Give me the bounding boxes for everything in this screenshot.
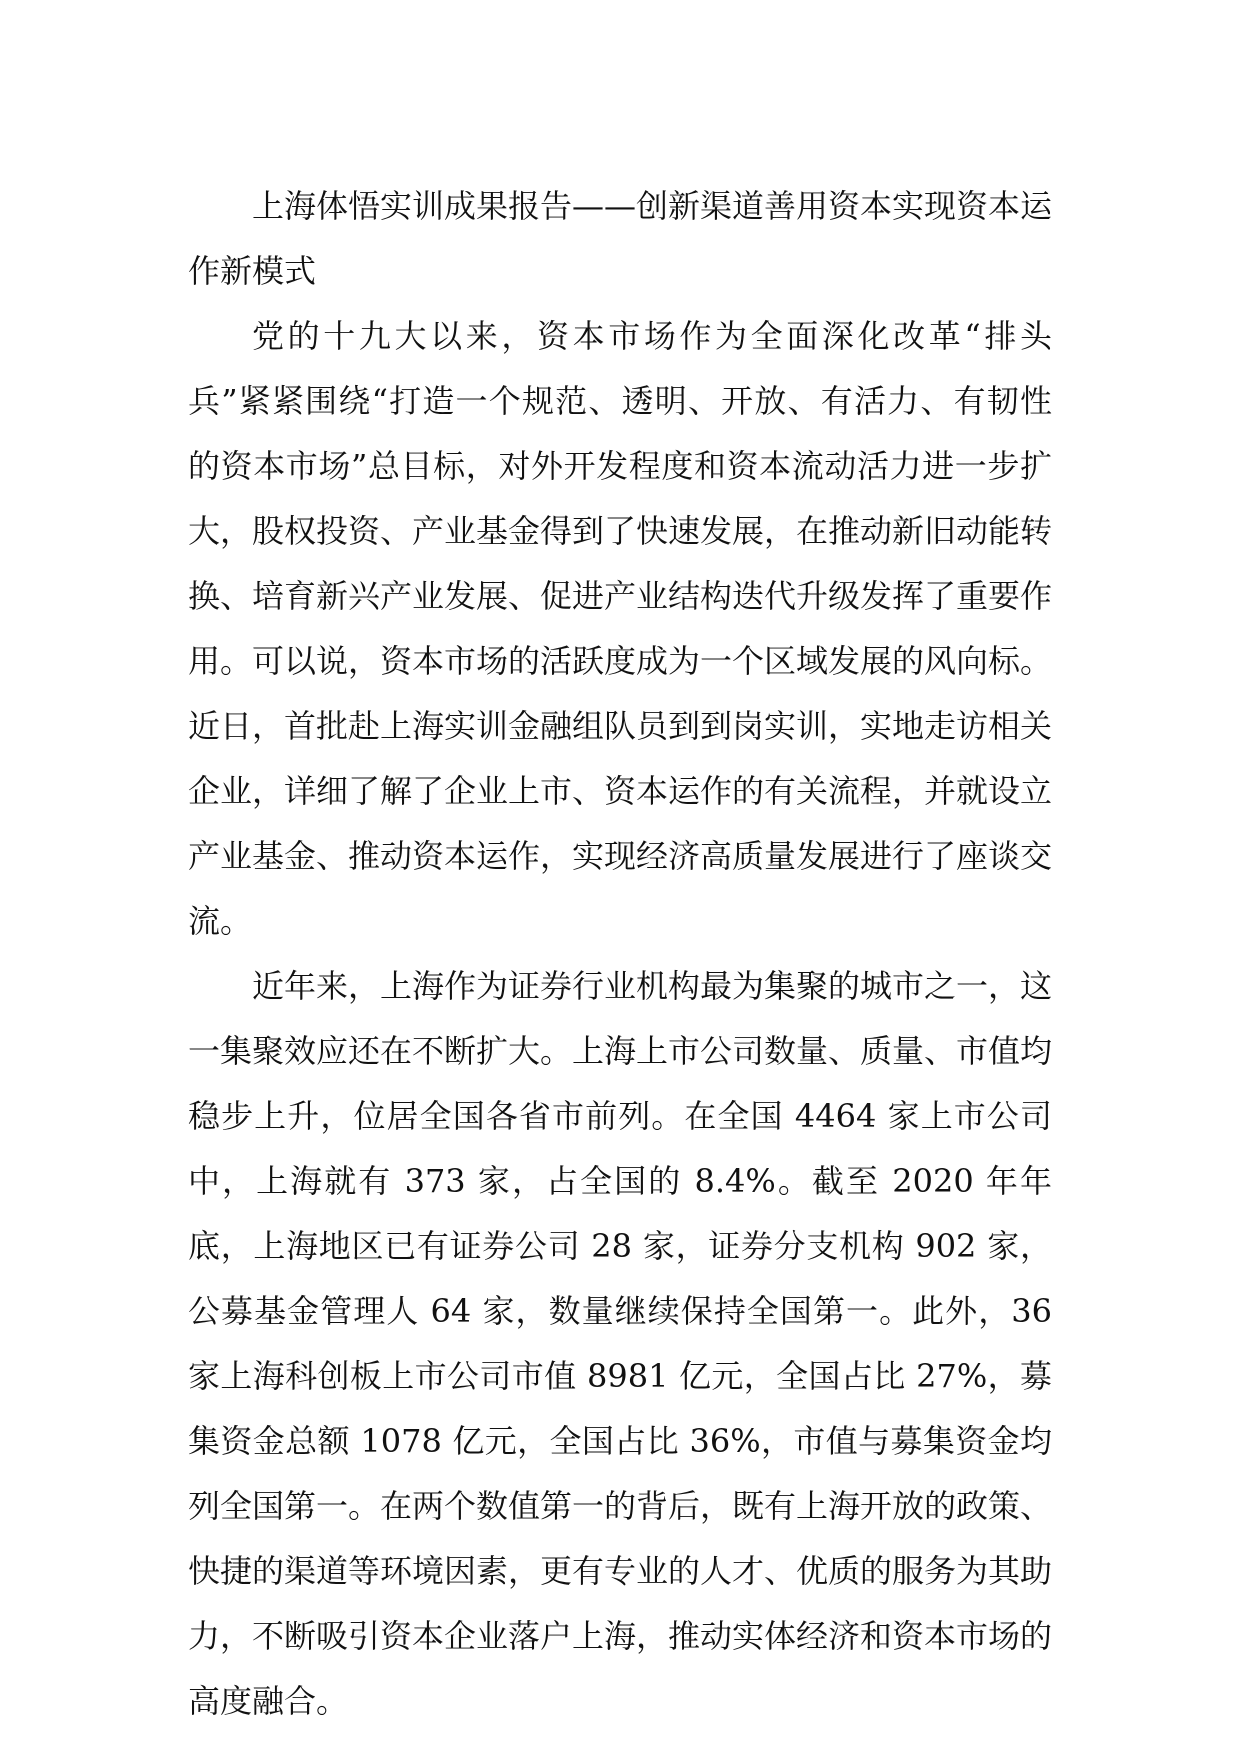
paragraph-2: 近年来，上海作为证券行业机构最为集聚的城市之一，这一集聚效应还在不断扩大。上海上市公司数量、质量、市值均稳步上升，位居全国各省市前列。在全国 4464 家上市公司中，上海就有 373 家，占全国的 8.4%。截至 2020 年年底，上海地区已有证券公司 28 家，证券分支机构 902 家，公募基金管理人 64 家，数量继续保持全国第一。此外，36 家上海科创板上市公司市值 8981 亿元，全国占比 27%，募集资金总额 1078 亿元，全国占比 36%，市值与募集资金均列全国第一。在两个数值第一的背后，既有上海开放的政策、快捷的渠道等环境因素，更有专业的人才、优质的服务为其助力，不断吸引资本企业落户上海，推动实体经济和资本市场的高度融合。 [188, 967, 1053, 1720]
paragraph-1: 党的十九大以来，资本市场作为全面深化改革“排头兵”紧紧围绕“打造一个规范、透明、开放、有活力、有韧性的资本市场”总目标，对外开发程度和资本流动活力进一步扩大，股权投资、产业基金得到了快速发展，在推动新旧动能转换、培育新兴产业发展、促进产业结构迭代升级发挥了重要作用。可以说，资本市场的活跃度成为一个区域发展的风向标。近日，首批赴上海实训金融组队员到到岗实训，实地走访相关企业，详细了解了企业上市、资本运作的有关流程，并就设立产业基金、推动资本运作，实现经济高质量发展进行了座谈交流。 [188, 317, 1053, 940]
document-title: 上海体悟实训成果报告——创新渠道善用资本实现资本运作新模式 [188, 187, 1053, 290]
document-body [188, 174, 1052, 1734]
